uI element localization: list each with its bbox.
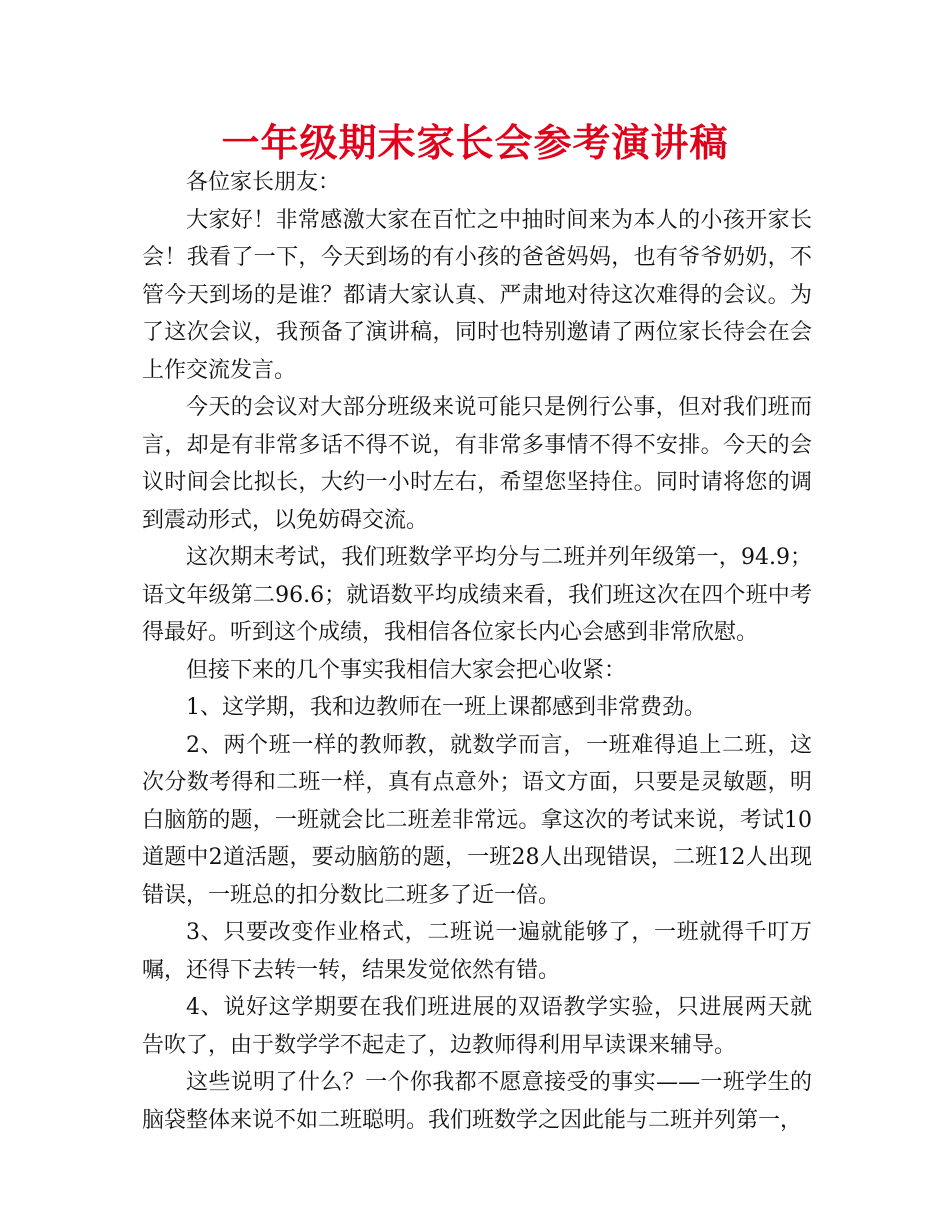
list-item: 4、说好这学期要在我们班进展的双语教学实验，只进展两天就告吹了，由于数学学不起走了，边教师得利用早读课来辅导。 bbox=[142, 995, 812, 1058]
list-item: 2、两个班一样的教师教，就数学而言，一班难得追上二班，这次分数考得和二班一样，真有点意外；语文方面，只要是灵敏题，明白脑筋的题，一班就会比二班差非常远。拿这次的考试来说，考试10道题中2道活题，要动脑筋的题，一班28人出现错误，二班12人出现错误，一班总的扣分数比二班多了近一倍。 bbox=[142, 732, 812, 908]
paragraph: 这次期末考试，我们班数学平均分与二班并列年级第一，94.9；语文年级第二96.6；就语数平均成绩来看，我们班这次在四个班中考得最好。听到这个成绩，我相信各位家长内心会感到非常欣慰。 bbox=[142, 545, 812, 645]
list-item: 1、这学期，我和边教师在一班上课都感到非常费劲。 bbox=[186, 695, 706, 720]
paragraph: 这些说明了什么？一个你我都不愿意接受的事实——一班学生的脑袋整体来说不如二班聪明。我们班数学之因此能与二班并列第一， bbox=[142, 1070, 812, 1133]
paragraph: 今天的会议对大部分班级来说可能只是例行公事，但对我们班而言，却是有非常多话不得不说，有非常多事情不得不安排。今天的会议时间会比拟长，大约一小时左右，希望您坚持住。同时请将您的调到震动形式，以免妨碍交流。 bbox=[142, 395, 812, 533]
salutation: 各位家长朋友： bbox=[186, 170, 341, 195]
list-item: 3、只要改变作业格式，二班说一遍就能够了，一班就得千叮万嘱，还得下去转一转，结果发觉依然有错。 bbox=[142, 920, 812, 983]
document-body bbox=[142, 164, 812, 1139]
paragraph: 但接下来的几个事实我相信大家会把心收紧： bbox=[186, 657, 627, 683]
paragraph: 大家好！非常感激大家在百忙之中抽时间来为本人的小孩开家长会！我看了一下，今天到场的有小孩的爸爸妈妈，也有爷爷奶奶，不管今天到场的是谁？都请大家认真、严肃地对待这次难得的会议。为了这次会议，我预备了演讲稿，同时也特别邀请了两位家长待会在会上作交流发言。 bbox=[142, 207, 812, 383]
document-title: 一年级期末家长会参考演讲稿 bbox=[221, 120, 729, 165]
